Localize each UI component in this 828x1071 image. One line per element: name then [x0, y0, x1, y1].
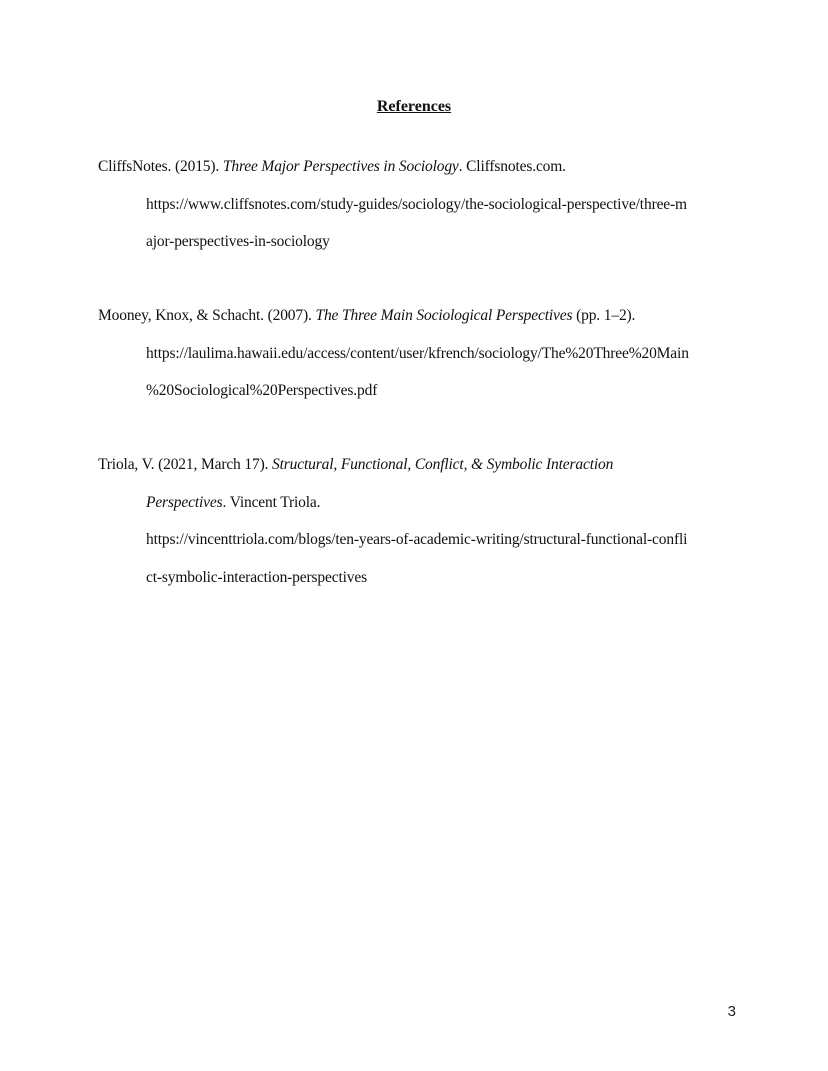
- reference-publisher: . Vincent Triola.: [222, 493, 321, 511]
- reference-author-date: Mooney, Knox, & Schacht. (2007).: [98, 307, 316, 324]
- reference-url-line-2[interactable]: ajor-perspectives-in-sociology: [146, 233, 330, 250]
- reference-title: The Three Main Sociological Perspectives: [315, 307, 573, 324]
- reference-url-line-1[interactable]: https://www.cliffsnotes.com/study-guides/sociology/the-sociological-perspective/three-m: [146, 195, 687, 213]
- reference-entry-mooney: [98, 297, 738, 410]
- page-number: 3: [727, 1003, 736, 1020]
- reference-entry-triola: [98, 446, 738, 596]
- reference-title-cont: Perspectives: [146, 493, 223, 511]
- reference-citation-line-cont: [98, 484, 738, 522]
- reference-url-line-2[interactable]: ct-symbolic-interaction-perspectives: [146, 568, 367, 586]
- reference-citation-line: [98, 446, 738, 484]
- reference-author-date: Triola, V. (2021, March 17).: [98, 456, 273, 473]
- reference-pages: (pp. 1–2).: [572, 307, 636, 324]
- reference-title: Three Major Perspectives in Sociology: [222, 158, 459, 175]
- reference-url-line-1[interactable]: https://vincenttriola.com/blogs/ten-years-of-academic-writing/structural-functional-confli: [146, 531, 688, 548]
- reference-title: Structural, Functional, Conflict, & Symbolic Interaction: [272, 456, 614, 473]
- reference-citation-line: [98, 148, 738, 186]
- reference-url-line-1[interactable]: https://laulima.hawaii.edu/access/content/user/kfrench/sociology/The%20Three%20Main: [146, 344, 689, 362]
- reference-url-line-2[interactable]: %20Sociological%20Perspectives.pdf: [146, 382, 378, 399]
- reference-citation-line: [98, 297, 738, 335]
- references-heading: References: [376, 98, 452, 115]
- reference-author-date: CliffsNotes. (2015).: [98, 158, 223, 175]
- reference-entry-cliffsnotes: [98, 148, 738, 261]
- reference-publisher: . Cliffsnotes.com.: [458, 158, 566, 175]
